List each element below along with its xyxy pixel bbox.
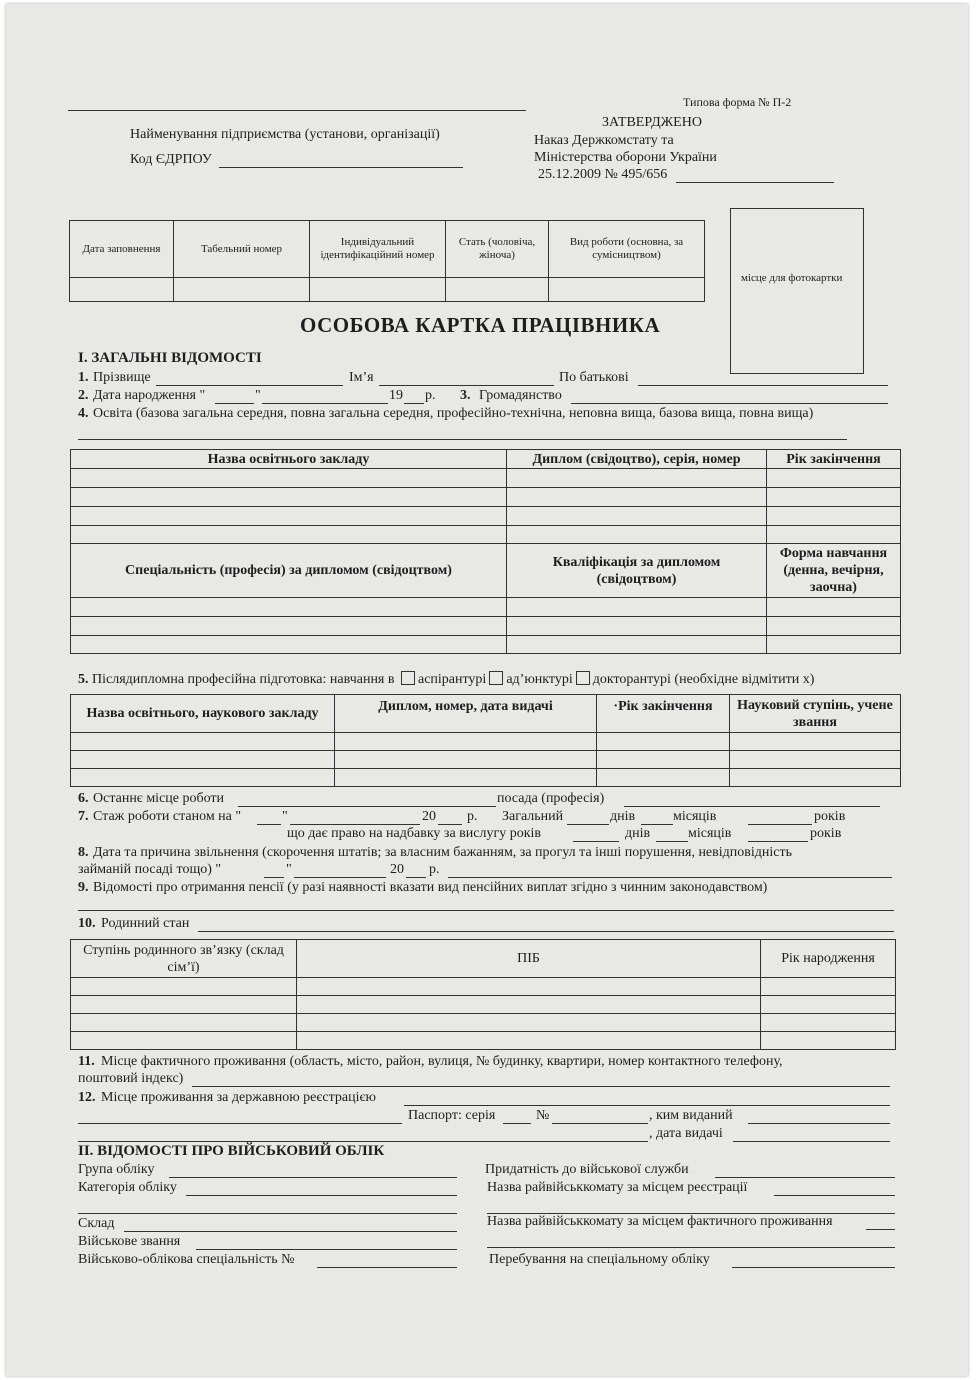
surname-label: Прізвище [93, 370, 151, 385]
fitness-field[interactable] [715, 1177, 895, 1178]
group-field[interactable] [169, 1177, 457, 1178]
f8-num: 8. [78, 845, 89, 860]
table-cell[interactable] [507, 507, 767, 526]
commissariat-reg-field[interactable] [774, 1195, 895, 1196]
approved-label: ЗАТВЕРДЖЕНО [602, 115, 702, 130]
table-cell[interactable] [71, 469, 507, 488]
table-cell[interactable] [71, 636, 507, 654]
registration-label: Місце проживання за державною реєстрацією [101, 1090, 376, 1105]
birth-month-field[interactable] [262, 403, 388, 404]
f9-num: 9. [78, 880, 89, 895]
table-cell[interactable] [71, 769, 335, 787]
stazh-day-field[interactable] [257, 824, 281, 825]
stazh-total-months-field[interactable] [641, 824, 673, 825]
order-line-1: Наказ Держкомстату та [534, 133, 674, 148]
education-table [70, 449, 901, 654]
f5-num: 5. [78, 672, 89, 687]
table-cell[interactable] [335, 733, 597, 751]
rank-label: Військове звання [78, 1234, 181, 1249]
form-type-label: Типова форма № П-2 [683, 95, 792, 109]
table-cell[interactable] [761, 1014, 896, 1032]
photo-label: місце для фотокартки [741, 272, 843, 284]
bonus-months-field[interactable] [656, 841, 688, 842]
opt-aspirantura: аспірантурі [417, 672, 487, 687]
table-cell[interactable] [71, 733, 335, 751]
edu-col-year: Рік закінчення [767, 450, 901, 469]
table-cell[interactable] [767, 636, 901, 654]
commissariat-live-field-2[interactable] [487, 1247, 895, 1248]
pg-col-institution: Назва освітнього, наукового закладу [71, 695, 335, 733]
col-tax-id: Індивідуальний ідентифікаційний номер [310, 221, 446, 278]
opt-doctorantura: докторантурі (необхідне відмітити х) [592, 672, 815, 687]
residence-field[interactable] [192, 1086, 890, 1087]
f1-num: 1. [78, 370, 89, 385]
table-cell[interactable] [71, 1032, 297, 1050]
stazh-total-years-field[interactable] [748, 824, 812, 825]
col-gender: Стать (чоловіча, жіноча) [446, 221, 549, 278]
birth-century: 19 [389, 388, 403, 403]
family-col-name: ПІБ [297, 940, 761, 978]
family-col-birth-year: Рік народження [761, 940, 896, 978]
order-line-2: Міністерства оборони України [534, 150, 717, 165]
edu-col-study-form: Форма навчання (денна, вечірня, заочна) [767, 544, 901, 598]
table-cell[interactable] [71, 488, 507, 507]
specialty-field[interactable] [317, 1267, 457, 1268]
table-cell[interactable] [767, 488, 901, 507]
bonus-label: що дає право на надбавку за вислугу років [287, 826, 542, 841]
photo-box[interactable] [730, 208, 864, 374]
cell-tax-id[interactable] [310, 278, 446, 302]
education-label: Освіта (базова загальна середня, повна загальна середня, професійно-технічна, неповна вища, базова вища, повна вища) [93, 406, 814, 421]
dismissal-year-suffix: р. [429, 862, 440, 877]
pg-col-diploma: Диплом, номер, дата видачі [335, 695, 597, 733]
table-cell[interactable] [71, 526, 507, 544]
marital-label: Родинний стан [101, 916, 190, 931]
category-label: Категорія обліку [78, 1180, 177, 1195]
pension-label: Відомості про отримання пенсії (у разі наявності вказати вид пенсійних виплат згідно з чинним законодавством) [93, 880, 768, 895]
issued-by-label: , ким виданий [649, 1108, 733, 1123]
registration-field[interactable] [404, 1105, 890, 1106]
checkbox-aspirantura[interactable] [401, 671, 415, 685]
marital-field[interactable] [198, 931, 894, 932]
col-tab-number: Табельний номер [174, 221, 310, 278]
table-cell[interactable] [597, 733, 730, 751]
table-cell[interactable] [597, 769, 730, 787]
table-cell[interactable] [767, 507, 901, 526]
birth-year-suffix: р. [425, 388, 436, 403]
table-cell[interactable] [71, 996, 297, 1014]
table-cell[interactable] [297, 978, 761, 996]
dismissal-label: Дата та причина звільнення (скорочення штатів; за власним бажанням, за прогул та інші порушення, невідповідність [93, 845, 792, 860]
table-cell[interactable] [597, 751, 730, 769]
edu-col-institution: Назва освітнього закладу [71, 450, 507, 469]
special-registration-label: Перебування на спеціальному обліку [489, 1252, 710, 1267]
table-cell[interactable] [507, 617, 767, 636]
dismissal-day-field[interactable] [264, 877, 284, 878]
table-cell[interactable] [730, 733, 901, 751]
registration-field-2[interactable] [78, 1123, 402, 1124]
composition-field[interactable] [124, 1231, 457, 1232]
pg-col-degree: Науковий ступінь, учене звання [730, 695, 901, 733]
f11-num: 11. [78, 1054, 95, 1069]
commissariat-live-field[interactable] [866, 1229, 895, 1230]
family-table [70, 939, 896, 1050]
edrpou-label: Код ЄДРПОУ [130, 152, 212, 167]
section-2-heading: ІІ. ВІДОМОСТІ ПРО ВІЙСЬКОВИЙ ОБЛІК [78, 1143, 385, 1159]
opt-adjunctura: ад’юнктурі [506, 672, 573, 687]
cell-fill-date[interactable] [70, 278, 174, 302]
bonus-years-field[interactable] [748, 841, 808, 842]
citizenship-label: Громадянство [479, 388, 562, 403]
stazh-label: Стаж роботи станом на " [93, 809, 242, 824]
bonus-days-field[interactable] [573, 841, 619, 842]
table-cell[interactable] [761, 996, 896, 1014]
pension-field[interactable] [78, 910, 894, 911]
issued-by-field[interactable] [748, 1123, 890, 1124]
stazh-years-label: років [814, 809, 846, 824]
f3-num: 3. [460, 388, 471, 403]
edrpou-field[interactable] [219, 167, 463, 168]
edu-col-qualification: Кваліфікація за дипломом (свідоцтвом) [507, 544, 767, 598]
table-cell[interactable] [507, 636, 767, 654]
birth-year-field[interactable] [404, 403, 424, 404]
position-field[interactable] [624, 806, 880, 807]
table-cell[interactable] [297, 1032, 761, 1050]
stazh-days-label: днів [610, 809, 636, 824]
birth-date-label: Дата народження " [93, 388, 206, 403]
checkbox-doctorantura[interactable] [576, 671, 590, 685]
table-cell[interactable] [71, 507, 507, 526]
col-work-type: Вид роботи (основна, за сумісництвом) [549, 221, 705, 278]
table-cell[interactable] [507, 469, 767, 488]
edu-col-specialty: Спеціальність (професія) за дипломом (свідоцтвом) [71, 544, 507, 598]
family-col-relation: Ступінь родинного зв’язку (склад сім’ї) [71, 940, 297, 978]
issued-by-field-2[interactable] [78, 1141, 648, 1142]
passport-number-label: № [536, 1108, 550, 1123]
cell-gender[interactable] [446, 278, 549, 302]
checkbox-adjunctura[interactable] [489, 671, 503, 685]
postgrad-table [70, 694, 901, 787]
org-name-label: Найменування підприємства (установи, організації) [130, 127, 440, 142]
dismissal-reason-field[interactable] [448, 877, 892, 878]
postgrad-row [78, 671, 814, 688]
table-cell[interactable] [767, 617, 901, 636]
patronymic-field[interactable] [638, 385, 888, 386]
table-cell[interactable] [761, 978, 896, 996]
f2-num: 2. [78, 388, 89, 403]
dismissal-label-2: займаній посаді тощо) " [78, 862, 222, 877]
table-cell[interactable] [730, 769, 901, 787]
commissariat-live-label: Назва райвійськкомату за місцем фактичного проживання [487, 1214, 833, 1229]
bonus-months-label: місяців [688, 826, 732, 841]
bonus-years-label: років [810, 826, 842, 841]
table-cell[interactable] [71, 978, 297, 996]
table-cell[interactable] [507, 488, 767, 507]
passport-series-field[interactable] [503, 1123, 531, 1124]
category-field[interactable] [186, 1195, 457, 1196]
dismissal-year-field[interactable] [406, 877, 426, 878]
category-field-2[interactable] [78, 1213, 457, 1214]
personnel-card-form [6, 4, 968, 1376]
table-cell[interactable] [335, 751, 597, 769]
top-info-table [69, 220, 705, 302]
table-cell[interactable] [507, 526, 767, 544]
postal-code-label: поштовий індекс) [78, 1071, 184, 1086]
dismissal-century: 20 [390, 862, 404, 877]
stazh-total-label: Загальний [502, 809, 564, 824]
table-cell[interactable] [507, 598, 767, 617]
stazh-months-label: місяців [673, 809, 717, 824]
dismissal-month-field[interactable] [294, 877, 386, 878]
dismissal-quote: " [286, 862, 292, 877]
table-cell[interactable] [730, 751, 901, 769]
name-label: Ім’я [349, 370, 374, 385]
page-title: ОСОБОВА КАРТКА ПРАЦІВНИКА [300, 313, 661, 337]
specialty-label: Військово-облікова спеціальність № [78, 1252, 295, 1267]
cell-work-type[interactable] [549, 278, 705, 302]
table-cell[interactable] [767, 598, 901, 617]
education-field[interactable] [78, 439, 847, 440]
pg-col-year: ·Рік закінчення [597, 695, 730, 733]
order-underline [676, 182, 834, 183]
commissariat-reg-label: Назва райвійськкомату за місцем реєстрації [487, 1180, 748, 1195]
special-registration-field[interactable] [732, 1267, 895, 1268]
last-job-label: Останнє місце роботи [93, 791, 225, 806]
f4-num: 4. [78, 406, 89, 421]
bonus-days-label: днів [625, 826, 651, 841]
residence-label: Місце фактичного проживання (область, місто, район, вулиця, № будинку, квартири, номер контактного телефону, [101, 1054, 783, 1069]
issue-date-field[interactable] [733, 1141, 890, 1142]
table-cell[interactable] [767, 469, 901, 488]
citizenship-field[interactable] [571, 403, 888, 404]
table-cell[interactable] [761, 1032, 896, 1050]
group-label: Група обліку [78, 1162, 155, 1177]
edu-col-diploma: Диплом (свідоцтво), серія, номер [507, 450, 767, 469]
stazh-century: 20 [422, 809, 436, 824]
stazh-total-days-field[interactable] [567, 824, 609, 825]
table-cell[interactable] [767, 526, 901, 544]
name-field[interactable] [379, 385, 554, 386]
col-fill-date: Дата заповнення [70, 221, 174, 278]
table-cell[interactable] [71, 598, 507, 617]
stazh-quote: " [282, 809, 288, 824]
f6-num: 6. [78, 791, 89, 806]
table-cell[interactable] [71, 617, 507, 636]
birth-day-field[interactable] [215, 403, 254, 404]
table-cell[interactable] [71, 751, 335, 769]
stazh-month-field[interactable] [290, 824, 420, 825]
patronymic-label: По батькові [559, 370, 629, 385]
section-1-heading: І. ЗАГАЛЬНІ ВІДОМОСТІ [78, 350, 262, 366]
stazh-year-field[interactable] [438, 824, 462, 825]
table-cell[interactable] [71, 1014, 297, 1032]
position-label: посада (професія) [497, 791, 605, 806]
f12-num: 12. [78, 1090, 96, 1105]
postgrad-label: Післядипломна професійна підготовка: навчання в [92, 672, 395, 687]
table-cell[interactable] [297, 1014, 761, 1032]
birth-quote: " [255, 388, 261, 403]
passport-series-label: Паспорт: серія [408, 1108, 496, 1123]
last-job-field[interactable] [238, 806, 496, 807]
order-line-3: 25.12.2009 № 495/656 [538, 167, 668, 182]
table-cell[interactable] [297, 996, 761, 1014]
passport-number-field[interactable] [552, 1123, 648, 1124]
stazh-year-suffix: р. [467, 809, 478, 824]
cell-tab-number[interactable] [174, 278, 310, 302]
rank-field[interactable] [196, 1249, 457, 1250]
f7-num: 7. [78, 809, 89, 824]
org-name-underline[interactable] [68, 110, 526, 111]
issue-date-label: , дата видачі [649, 1126, 723, 1141]
surname-field[interactable] [156, 385, 343, 386]
f10-num: 10. [78, 916, 96, 931]
composition-label: Склад [78, 1216, 115, 1231]
fitness-label: Придатність до військової служби [485, 1162, 689, 1177]
table-cell[interactable] [335, 769, 597, 787]
